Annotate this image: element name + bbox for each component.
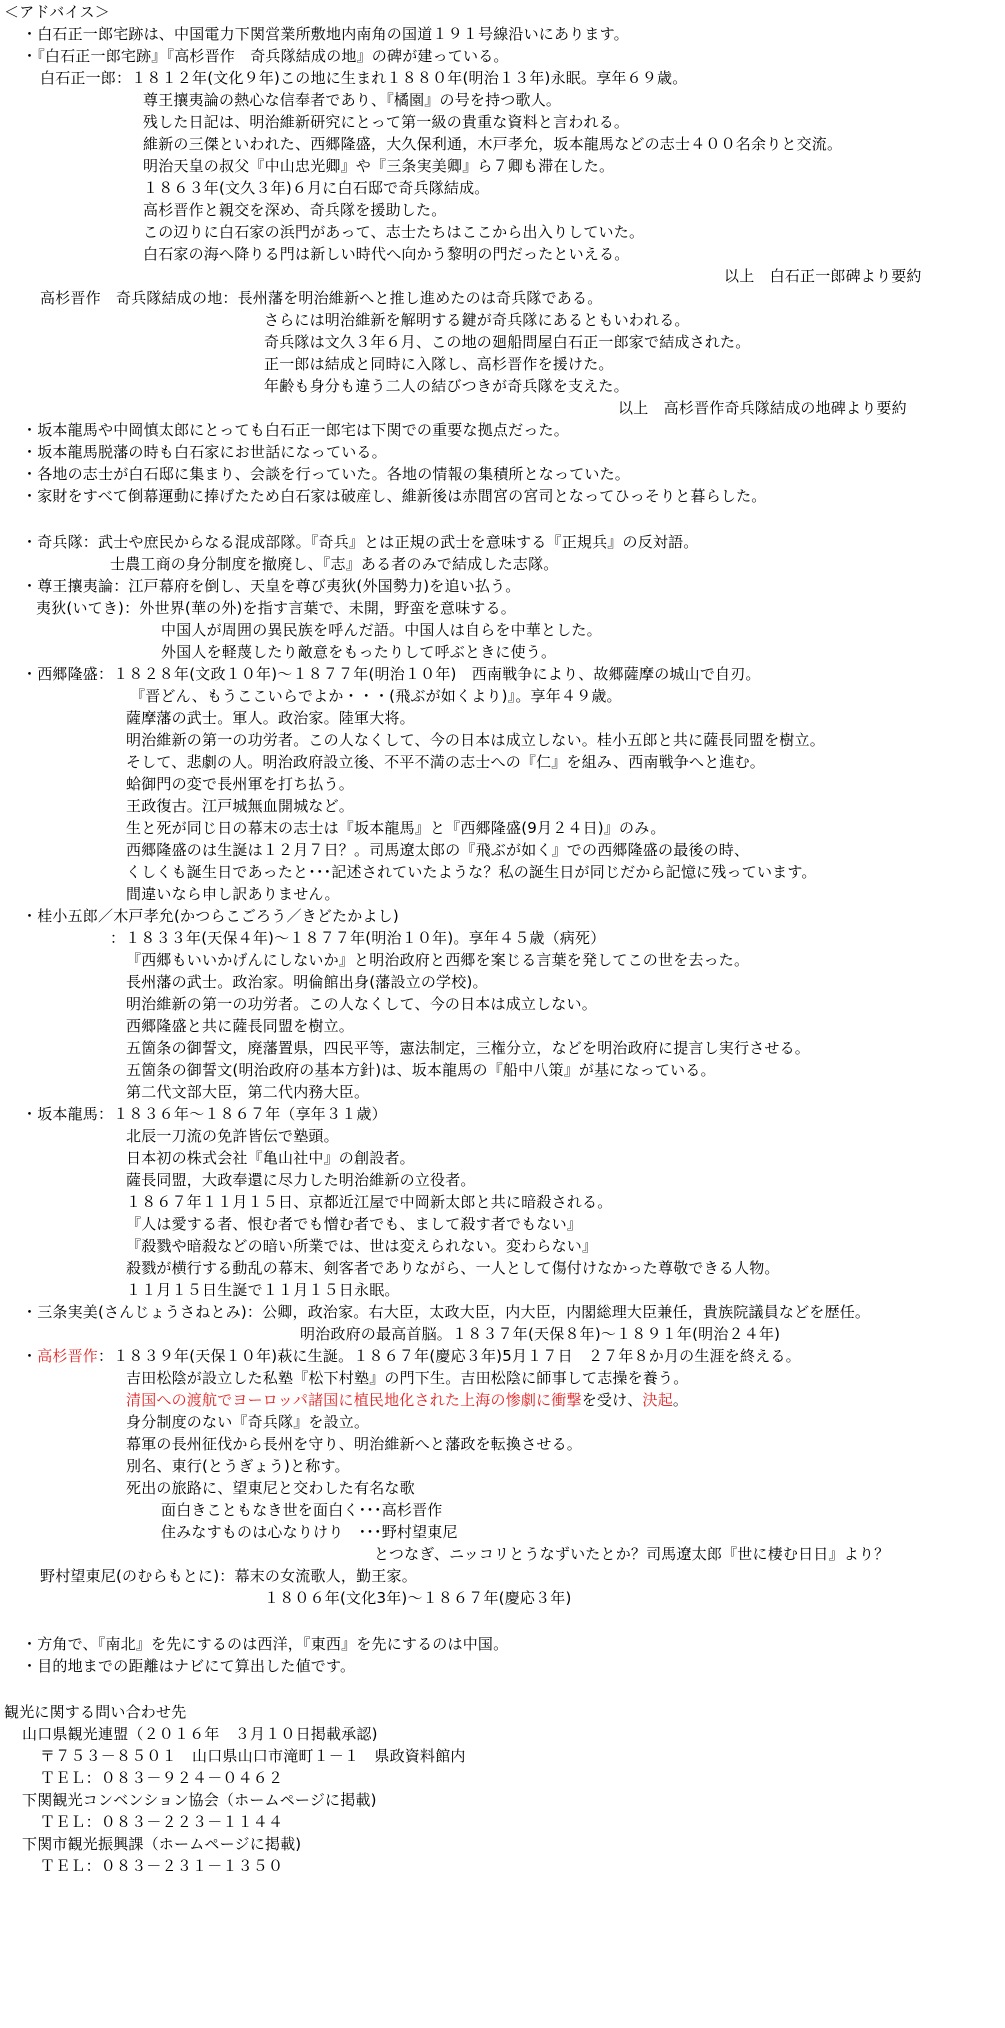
text-line: ・目的地までの距離はナビにて算出した値です。 [22,1657,356,1675]
text-line: 薩摩藩の武士。軍人。政治家。陸軍大将。 [126,709,415,727]
text-line: 明治天皇の叔父『中山忠光卿』や『三条実美卿』ら７卿も滞在した。 [143,157,615,175]
text-line: 奇兵隊は文久３年６月、この地の廻船問屋白石正一郎家で結成された。 [264,333,751,351]
text-line: ＜アドバイス＞ [4,3,110,21]
text-line: ・白石正一郎宅跡は、中国電力下関営業所敷地内南角の国道１９１号線沿いにあります。 [22,25,629,43]
text-line: 尊王攘夷論の熱心な信奉者であり、『橘園』の号を持つ歌人。 [143,91,562,109]
text-line: 北辰一刀流の免許皆伝で塾頭。 [126,1127,339,1145]
text-line: 明治政府の最高首脳。１８３７年(天保８年)～１８９１年(明治２４年) [300,1325,781,1343]
text-line: 吉田松陰が設立した私塾『松下村塾』の門下生。吉田松陰に師事して志操を養う。 [126,1369,689,1387]
text-line: ＴＥＬ：０８３－９２４－０４６２ [40,1769,284,1787]
text-line: 維新の三傑といわれた、西郷隆盛，大久保利通，木戸孝允，坂本龍馬などの志士４００名余りと交流。 [143,135,843,153]
text-line: くしくも誕生日であったと･･･記述されていたような？私の誕生日が同じだから記憶に残っています。 [126,863,817,881]
text-line: 白石正一郎：１８１２年(文化９年)この地に生まれ１８８０年(明治１３年)永眠。享年６９歳。 [40,69,688,87]
text-line: 年齢も身分も違う二人の結びつきが奇兵隊を支えた。 [264,377,629,395]
text-line: 第二代文部大臣，第二代内務大臣。 [126,1083,370,1101]
text-line: 面白きこともなき世を面白く･･･高杉晋作 [161,1501,443,1519]
text-line: 下関市観光振興課（ホームページに掲載) [22,1835,302,1853]
highlight-kekki: 決起 [642,1391,673,1409]
text-line: 以上 白石正一郎碑より要約 [724,267,922,285]
text-line: ＴＥＬ：０８３－２３１－１３５０ [40,1857,284,1875]
text-line: 以上 高杉晋作奇兵隊結成の地碑より要約 [618,399,907,417]
text-line: 山口県観光連盟（２０１６年 ３月１０日掲載承認) [22,1725,378,1743]
text-line: 明治維新の第一の功労者。この人なくして、今の日本は成立しない。桂小五郎と共に薩長同盟を樹立。 [126,731,825,749]
text-line: 死出の旅路に、望東尼と交わした有名な歌 [126,1479,415,1497]
text-line: 間違いなら申し訳ありません。 [126,885,340,903]
text-line: ・家財をすべて倒幕運動に捧げたため白石家は破産し、維新後は赤間宮の宮司となってひっそりと暮らした。 [22,487,767,505]
text-line: 白石家の海へ降りる門は新しい時代へ向かう黎明の門だったといえる。 [143,245,630,263]
text-line: 清国への渡航でヨーロッパ諸国に植民地化された上海の惨劇に衝撃を受け、決起。 [126,1391,689,1409]
text-line: 夷狄(いてき)：外世界(華の外)を指す言葉で、未開，野蛮を意味する。 [36,599,516,617]
text-line: ・尊王攘夷論：江戸幕府を倒し、天皇を尊び夷狄(外国勢力)を追い払う。 [22,577,521,595]
text-line: ・『白石正一郎宅跡』『高杉晋作 奇兵隊結成の地』の碑が建っている。 [22,47,509,65]
text-line: ・坂本龍馬：１８３６年～１８６７年（享年３１歳） [22,1105,387,1123]
text-line: 観光に関する問い合わせ先 [4,1703,187,1721]
text-line: 『晋どん、もうここいらでよか・・・(飛ぶが如くより)』。享年４９歳。 [130,687,622,705]
text-line: 外国人を軽蔑したり敵意をもったりして呼ぶときに使う。 [161,643,557,661]
text-line: 五箇条の御誓文，廃藩置県，四民平等，憲法制定，三権分立，などを明治政府に提言し実行させる。 [126,1039,811,1057]
text-line: ・三条実美(さんじょうさねとみ)：公卿，政治家。右大臣，太政大臣，内大臣，内閣総理大臣兼任，貴族院議員などを歴任。 [22,1303,871,1321]
text-line: １８６３年(文久３年)６月に白石邸で奇兵隊結成。 [143,179,490,197]
text-line: ・方角で、『南北』を先にするのは西洋，『東西』を先にするのは中国。 [22,1635,509,1653]
text-line: ・高杉晋作：１８３９年(天保１０年)萩に生誕。１８６７年(慶応３年)5月１７日 ２７年８か月の生涯を終える。 [22,1347,801,1365]
text-line: １８０６年(文化3年)～１８６７年(慶応３年) [264,1589,572,1607]
text-line: １８６７年１１月１５日、京都近江屋で中岡新太郎と共に暗殺される。 [126,1193,613,1211]
text-line: この辺りに白石家の浜門があって、志士たちはここから出入りしていた。 [143,223,645,241]
text-line: ・西郷隆盛：１８２８年(文政１０年)～１８７７年(明治１０年) 西南戦争により、故郷薩摩の城山で自刃。 [22,665,761,683]
text-line: 正一郎は結成と同時に入隊し、高杉晋作を援けた。 [264,355,614,373]
text-line: 日本初の株式会社『亀山社中』の創設者。 [126,1149,415,1167]
text-line: 『殺戮や暗殺などの暗い所業では、世は変えられない。変わらない』 [126,1237,598,1255]
text-line: ・奇兵隊：武士や庶民からなる混成部隊。『奇兵』とは正規の武士を意味する『正規兵』の反対語。 [22,533,699,551]
text-line: 残した日記は、明治維新研究にとって第一級の貴重な資料と言われる。 [143,113,630,131]
text-line: 幕軍の長州征伐から長州を守り、明治維新へと藩政を転換させる。 [126,1435,583,1453]
highlight-shanghai: 清国への渡航でヨーロッパ諸国に植民地化された上海の惨劇に衝撃 [126,1391,582,1409]
text-line: 生と死が同じ日の幕末の志士は『坂本龍馬』と『西郷隆盛(9月２４日)』のみ。 [126,819,666,837]
text-line: ・坂本龍馬脱藩の時も白石家にお世話になっている。 [22,443,387,461]
text-line: 別名、東行(とうぎょう)と称す。 [126,1457,350,1475]
text-line: 『人は愛する者、恨む者でも憎む者でも、まして殺す者でもない』 [126,1215,583,1233]
text-line: 王政復古。江戸城無血開城など。 [126,797,355,815]
text-line: さらには明治維新を解明する鍵が奇兵隊にあるともいわれる。 [264,311,690,329]
text-line: 〒７５３－８５０１ 山口県山口市滝町１－１ 県政資料館内 [40,1747,466,1765]
text-line: ＴＥＬ：０８３－２２３－１１４４ [40,1813,284,1831]
text-line: ・桂小五郎／木戸孝允(かつらこごろう／きどたかよし) [22,907,399,925]
text-line: ：１８３３年(天保４年)～１８７７年(明治１０年)。享年４５歳（病死） [110,929,606,947]
text-line: 高杉晋作と親交を深め、奇兵隊を援助した。 [143,201,447,219]
text-line: 西郷隆盛と共に薩長同盟を樹立。 [126,1017,355,1035]
text-line: 長州藩の武士。政治家。明倫館出身(藩設立の学校)。 [126,973,488,991]
text-line: 西郷隆盛のは生誕は１２月７日？。司馬遼太郎の『飛ぶが如く』での西郷隆盛の最後の時、 [126,841,750,859]
text-line: 殺戮が横行する動乱の幕末、剣客者でありながら、一人として傷付けなかった尊敬できる人物。 [126,1259,780,1277]
text-line: 中国人が周囲の異民族を呼んだ語。中国人は自らを中華とした。 [161,621,602,639]
text-line: 下関観光コンベンション協会（ホームページに掲載) [22,1791,377,1809]
text-line: 『西郷もいいかげんにしないか』と明治政府と西郷を案じる言葉を発してこの世を去った。 [126,951,750,969]
text-line: 薩長同盟，大政奉還に尽力した明治維新の立役者。 [126,1171,476,1189]
text-line: そして、悲劇の人。明治政府設立後、不平不満の志士への『仁』を組み、西南戦争へと進む。 [126,753,766,771]
text-line: ・各地の志士が白石邸に集まり、会談を行っていた。各地の情報の集積所となっていた。 [22,465,631,483]
text-line: 蛤御門の変で長州軍を打ち払う。 [126,775,355,793]
text-line: 士農工商の身分制度を撤廃し、『志』ある者のみで結成した志隊。 [110,555,559,573]
text-line: 身分制度のない『奇兵隊』を設立。 [126,1413,370,1431]
text-line: 野村望東尼(のむらもとに)：幕末の女流歌人，勤王家。 [40,1567,417,1585]
text-line: １１月１５日生誕で１１月１５日永眠。 [126,1281,400,1299]
text-line: ・坂本龍馬や中岡慎太郎にとっても白石正一郎宅は下関での重要な拠点だった。 [22,421,569,439]
text-line: 五箇条の御誓文(明治政府の基本方針)は、坂本龍馬の『船中八策』が基になっている。 [126,1061,716,1079]
highlight-name: 高杉晋作 [37,1347,99,1365]
text-line: 住みなすものは心なりけり ･･･野村望東尼 [161,1523,458,1541]
text-line: 明治維新の第一の功労者。この人なくして、今の日本は成立しない。 [126,995,597,1013]
text-line: とつなぎ、ニッコリとうなずいたとか？司馬遼太郎『世に棲む日日』より？ [374,1545,890,1563]
text-line: 高杉晋作 奇兵隊結成の地：長州藩を明治維新へと推し進めたのは奇兵隊である。 [40,289,603,307]
